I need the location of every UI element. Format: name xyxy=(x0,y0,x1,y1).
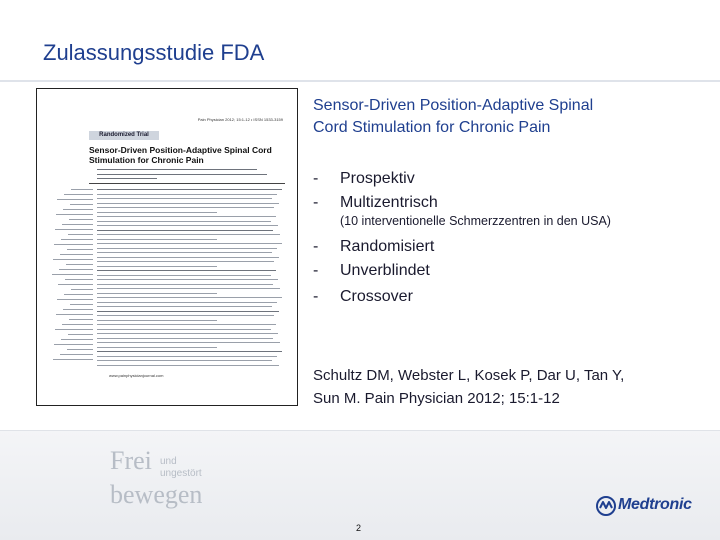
slide-title: Zulassungsstudie FDA xyxy=(43,40,265,65)
paper-text-line xyxy=(57,199,93,200)
paper-text-line xyxy=(97,306,272,307)
paper-text-line xyxy=(97,293,217,294)
paper-text-line xyxy=(97,338,273,339)
paper-text-line xyxy=(59,269,93,270)
paper-text-line xyxy=(97,216,276,217)
paper-text-line xyxy=(97,243,282,244)
paper-text-line xyxy=(97,315,274,316)
paper-text-line xyxy=(64,194,93,195)
bullet-text: Unverblindet xyxy=(340,262,430,279)
paper-text-line xyxy=(97,297,282,298)
paper-text-line xyxy=(68,334,93,335)
paper-text-line xyxy=(97,275,271,276)
bullet-text: Prospektiv xyxy=(340,170,415,187)
paper-text-line xyxy=(97,212,217,213)
paper-text-line xyxy=(63,209,93,210)
paper-text-line xyxy=(97,207,274,208)
tagline-bewegen: bewegen xyxy=(110,480,203,509)
paper-text-line xyxy=(97,239,217,240)
paper-text-line xyxy=(55,229,93,230)
bullet-text: Crossover xyxy=(340,288,413,305)
paper-text-line xyxy=(97,333,278,334)
paper-text-line xyxy=(97,178,157,179)
centers-note: (10 interventionelle Schmerzzentren in den USA) xyxy=(340,214,611,228)
page-number: 2 xyxy=(356,523,362,533)
paper-text-line xyxy=(97,288,280,289)
paper-article-type: Randomized Trial xyxy=(89,131,159,140)
paper-text-line xyxy=(65,279,93,280)
paper-text-line xyxy=(55,329,93,330)
tagline-logo xyxy=(110,446,230,508)
paper-text-line xyxy=(69,219,93,220)
paper-text-line xyxy=(97,203,279,204)
brand-wordmark: Medtronic xyxy=(618,496,692,513)
bullet-dash: - xyxy=(313,288,319,305)
paper-text-line xyxy=(71,189,93,190)
paper-text-line xyxy=(97,342,280,343)
paper-text-line xyxy=(67,249,93,250)
paper-text-line xyxy=(97,230,273,231)
paper-text-line xyxy=(97,324,276,325)
paper-text-line xyxy=(97,284,273,285)
paper-text-line xyxy=(97,360,272,361)
paper-thumbnail xyxy=(36,88,298,406)
paper-text-line xyxy=(97,365,279,366)
bullet-dash: - xyxy=(313,262,319,279)
paper-text-line xyxy=(97,221,271,222)
paper-text-line xyxy=(97,311,279,312)
paper-text-line xyxy=(60,354,93,355)
paper-text-line xyxy=(58,284,93,285)
paper-text-line xyxy=(62,324,93,325)
paper-text-line xyxy=(97,270,276,271)
bullet-text: Randomisiert xyxy=(340,238,435,255)
paper-text-line xyxy=(56,314,93,315)
study-title xyxy=(313,95,593,139)
medtronic-logo xyxy=(596,496,706,518)
paper-text-line xyxy=(97,234,280,235)
paper-text-line xyxy=(70,204,93,205)
paper-text-line xyxy=(97,248,277,249)
footer-divider xyxy=(0,430,720,431)
paper-title: Sensor-Driven Position-Adaptive Spinal Cord Stimulation for Chronic Pain xyxy=(89,145,272,165)
paper-text-line xyxy=(71,289,93,290)
title-divider xyxy=(0,80,720,82)
citation-line-1: Schultz DM, Webster L, Kosek P, Dar U, Tan Y, xyxy=(313,367,625,384)
bullet-text: Multizentrisch xyxy=(340,194,438,211)
tagline-ungestoert: ungestört xyxy=(160,468,202,479)
paper-text-line xyxy=(69,319,93,320)
paper-text-line xyxy=(56,214,93,215)
citation xyxy=(313,364,624,410)
paper-text-line xyxy=(61,339,93,340)
paper-url: www.painphysicianjournal.com xyxy=(109,373,164,378)
study-title-line-1: Sensor-Driven Position-Adaptive Spinal xyxy=(313,97,594,114)
medtronic-mark-icon xyxy=(596,496,616,516)
paper-text-line xyxy=(67,349,93,350)
paper-text-line xyxy=(97,320,217,321)
paper-text-line xyxy=(97,194,277,195)
paper-text-line xyxy=(54,344,93,345)
paper-text-line xyxy=(97,351,282,352)
tagline-und: und xyxy=(160,456,177,467)
paper-text-line xyxy=(97,198,272,199)
bullet-dash: - xyxy=(313,194,319,211)
tagline-frei: Frei xyxy=(110,446,152,475)
paper-text-line xyxy=(97,302,277,303)
bullet-dash: - xyxy=(313,170,319,187)
paper-text-line xyxy=(54,244,93,245)
paper-text-line xyxy=(68,234,93,235)
paper-text-line xyxy=(97,329,271,330)
paper-text-line xyxy=(97,174,267,175)
study-title-line-2: Cord Stimulation for Chronic Pain xyxy=(313,119,551,136)
paper-text-line xyxy=(66,264,93,265)
paper-text-line xyxy=(97,257,279,258)
paper-text-line xyxy=(61,239,93,240)
paper-text-line xyxy=(97,266,217,267)
paper-text-line xyxy=(97,252,272,253)
paper-text-line xyxy=(97,347,217,348)
citation-line-2: Sun M. Pain Physician 2012; 15:1-12 xyxy=(313,390,560,407)
paper-text-line xyxy=(97,225,278,226)
paper-text-line xyxy=(97,169,257,170)
paper-text-line xyxy=(64,294,93,295)
bullet-dash: - xyxy=(313,238,319,255)
paper-text-line xyxy=(53,359,93,360)
paper-text-line xyxy=(97,261,274,262)
paper-text-line xyxy=(97,356,277,357)
paper-text-line xyxy=(97,279,278,280)
paper-text-line xyxy=(62,224,93,225)
paper-text-line xyxy=(52,274,93,275)
paper-text-line xyxy=(53,259,93,260)
paper-text-line xyxy=(70,304,93,305)
paper-text-line xyxy=(97,189,282,190)
paper-text-line xyxy=(57,299,93,300)
paper-text-line xyxy=(60,254,93,255)
paper-rule xyxy=(89,183,285,184)
paper-text-line xyxy=(63,309,93,310)
paper-journal-ref: Pain Physician 2012; 15:1-12 • ISSN 1533-3159 xyxy=(197,117,283,122)
